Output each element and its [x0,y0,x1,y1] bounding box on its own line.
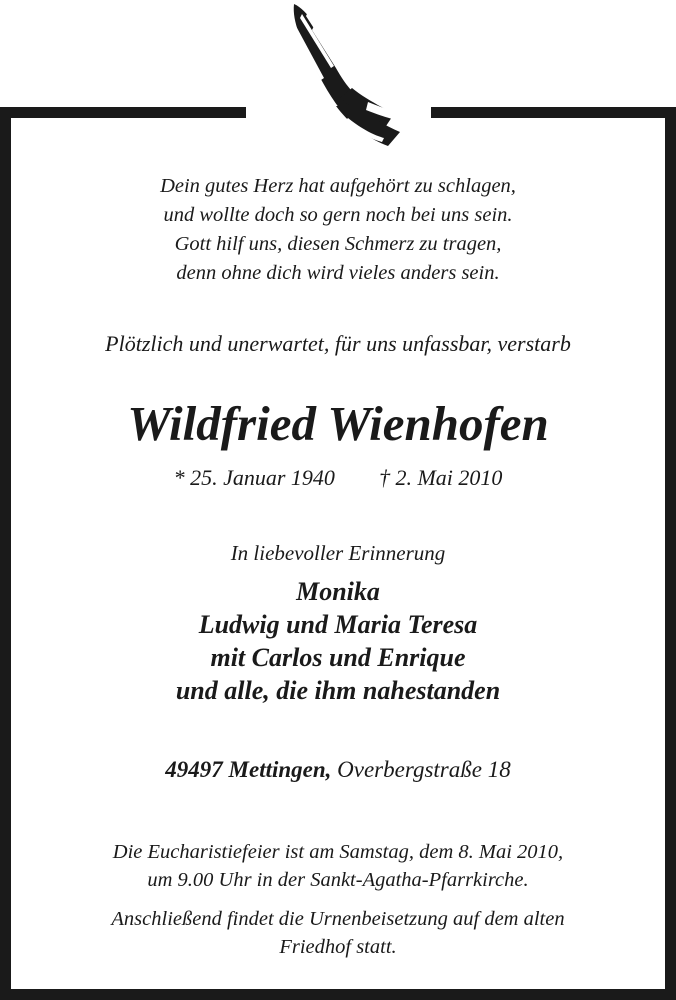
address-street: Overbergstraße 18 [337,757,511,782]
poem-line: und wollte doch so gern noch bei uns sein. [163,204,513,226]
family-block [11,575,665,707]
service-line: um 9.00 Uhr in der Sankt-Agatha-Pfarrkirche. [147,869,529,891]
intro-text: Plötzlich und unerwartet, für uns unfassbar, verstarb [105,331,571,356]
frame-right-bar [665,107,676,1000]
birth-date: * 25. Januar 1940 [173,465,335,490]
frame-bottom-bar [0,989,676,1000]
memory-line: In liebevoller Erinnerung [230,541,446,565]
service-line: Die Eucharistiefeier ist am Samstag, dem 8. Mai 2010, [112,841,564,863]
death-date: † 2. Mai 2010 [378,465,503,490]
life-dates [11,464,665,492]
frame-left-bar [0,107,11,1000]
burial-line: Friedhof statt. [279,936,397,958]
family-line: Ludwig und Maria Teresa [198,610,478,639]
frame-top-right-bar [431,107,676,118]
poem-line: denn ohne dich wird vieles anders sein. [176,262,500,284]
poem-block [11,172,665,288]
poem-line: Dein gutes Herz hat aufgehört zu schlagen, [160,175,516,197]
burial-block [11,905,665,961]
burial-line: Anschließend findet die Urnenbeisetzung auf dem alten [111,908,565,930]
family-line: mit Carlos und Enrique [210,643,466,672]
address-city: 49497 Mettingen, [165,757,332,782]
service-block [11,838,665,894]
family-line: Monika [296,577,380,606]
poem-line: Gott hilf uns, diesen Schmerz zu tragen, [174,233,502,255]
family-line: und alle, die ihm nahestanden [175,676,501,705]
deceased-name: Wildfried Wienhofen [127,396,549,451]
frame-top-left-bar [0,107,246,118]
address-line [11,756,665,784]
praying-hands-icon [278,2,402,148]
